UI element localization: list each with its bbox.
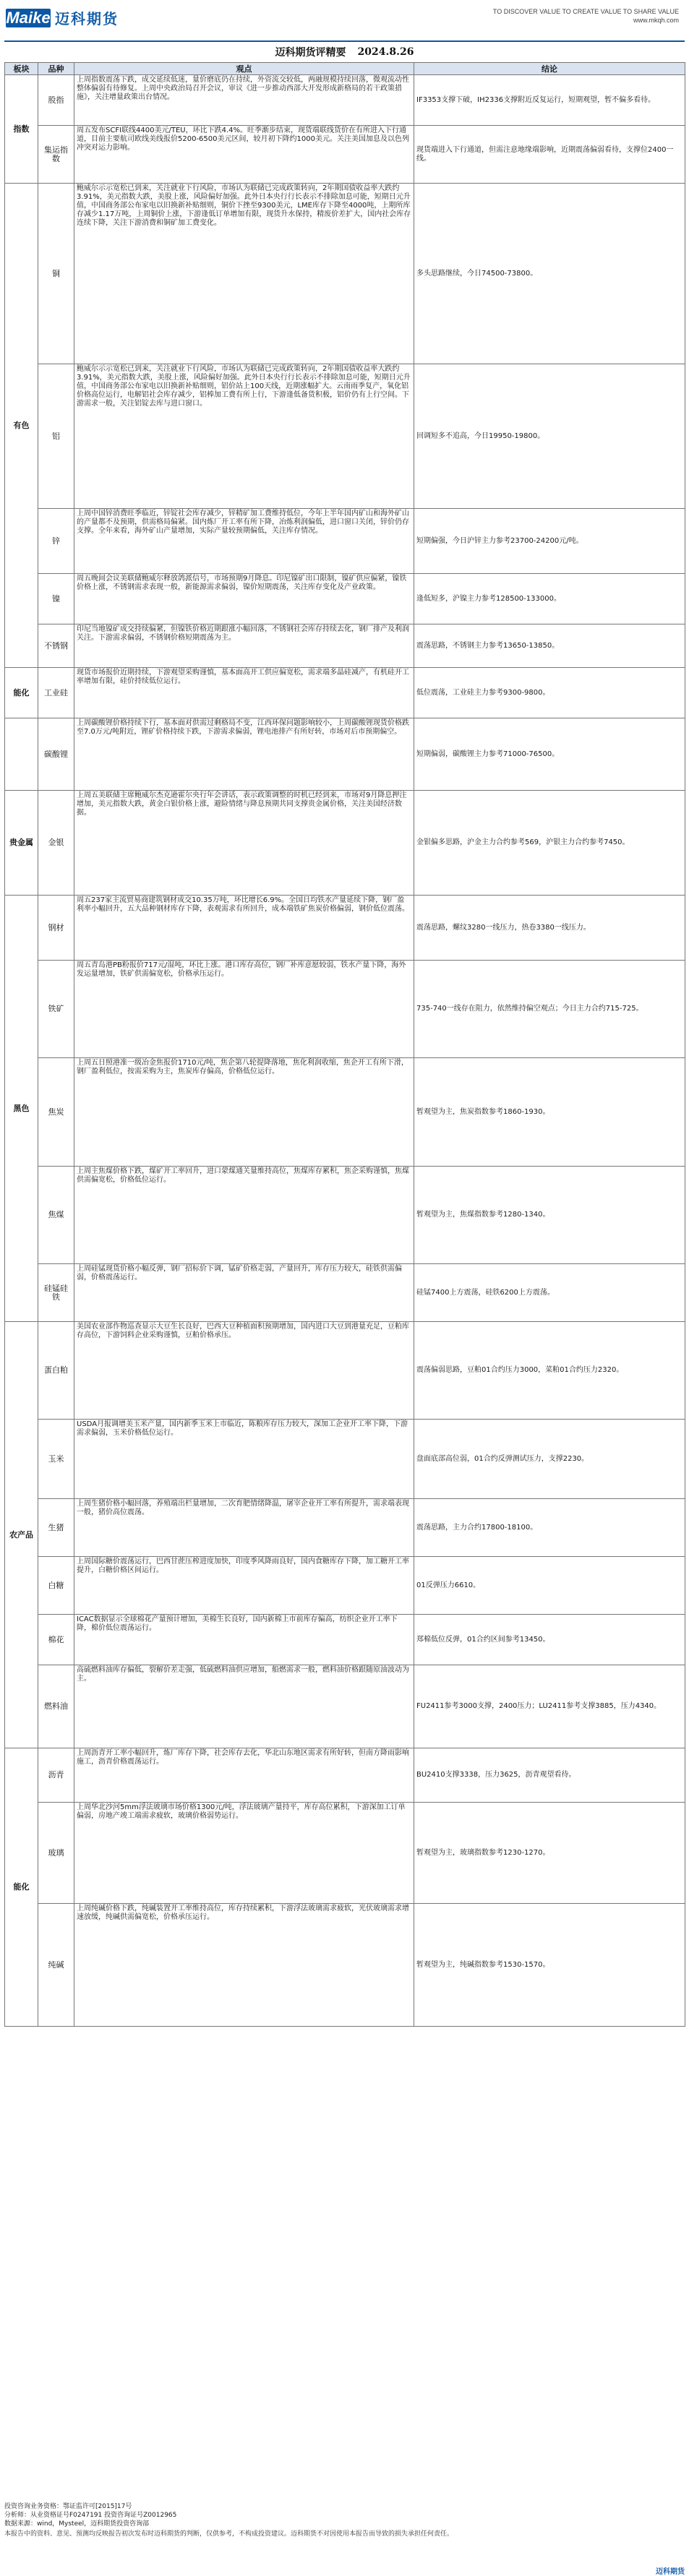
analyst-line: 分析师：从业资格证号F0247191 投资咨询证号Z0012965 (4, 2512, 177, 2519)
view-cell: 高硫燃料油库存偏低，裂解价差走强，低硫燃料油供应增加，船燃需求一般，燃料油价格跟随原油波动为主。 (74, 1665, 414, 1748)
conclusion-cell: FU2411参考3000支撑，2400压力；LU2411参考支撑3885，压力4340。 (414, 1665, 685, 1748)
table-row (5, 668, 685, 718)
view-cell: USDA月报调增美玉米产量，国内新季玉米上市临近，陈粮库存压力较大，深加工企业开工率下降，下游需求偏弱，玉米价格低位运行。 (74, 1420, 414, 1499)
product-cell: 沥青 (38, 1748, 74, 1803)
sector-cell: 黑色 (5, 896, 38, 1322)
conclusion-cell: 暂观望为主，焦煤指数参考1280-1340。 (414, 1167, 685, 1264)
conclusion-cell: 震荡思路，螺纹3280一线压力，热卷3380一线压力。 (414, 896, 685, 961)
table-row (5, 1665, 685, 1748)
view-cell: 上周主焦煤价格下跌，煤矿开工率回升，进口蒙煤通关量维持高位，焦煤库存累积，焦企采购谨慎，焦煤供需偏宽松，价格低位运行。 (74, 1167, 414, 1264)
conclusion-cell: 短期偏弱，碳酸锂主力参考71000-76500。 (414, 718, 685, 791)
view-cell: 上周五美联储主席鲍威尔杰克逊霍尔央行年会讲话，表示政策调整的时机已经到来，市场对9月降息押注增加，美元指数大跌，黄金白银价格上涨，避险情绪与降息预期共同支撑贵金属价格，关注美国经济数据。 (74, 791, 414, 896)
table-row (5, 184, 685, 364)
col-header-conclusion: 结论 (414, 63, 685, 75)
tagline (493, 7, 679, 25)
source-line: 数据来源：wind，Mysteel，迈科期货投资咨询部 (4, 2520, 150, 2528)
product-cell: 不锈钢 (38, 624, 74, 668)
conclusion-cell: 暂观望为主，焦炭指数参考1860-1930。 (414, 1058, 685, 1167)
conclusion-cell: 多头思路继续，今日74500-73800。 (414, 184, 685, 364)
report-title: 迈科期货评精要 (275, 47, 346, 59)
conclusion-cell: 震荡思路，主力合约17800-18100。 (414, 1499, 685, 1557)
commodity-table (4, 62, 685, 2027)
product-cell: 铜 (38, 184, 74, 364)
conclusion-cell: 金银偏多思路，沪金主力合约参考569，沪银主力合约参考7450。 (414, 791, 685, 896)
page-header (0, 0, 689, 40)
view-cell: 上周硅锰现货价格小幅反弹，钢厂招标价下调，锰矿价格走弱，产量回升，库存压力较大，硅铁供需偏弱，价格震荡运行。 (74, 1264, 414, 1322)
col-header-sector: 板块 (5, 63, 38, 75)
table-row (5, 718, 685, 791)
view-cell: 上周中国锌消费旺季临近，锌锭社会库存减少，锌精矿加工费维持低位，今年上半年国内矿山和海外矿山的产量都不及预期，供需格局偏紧。国内炼厂开工率有所下降，冶炼利润偏低，进口窗口关闭，锌价仍存支撑。全年来看，海外矿山产量增加，实际产量较预期偏低，关注库存情况。 (74, 509, 414, 574)
conclusion-cell: 震荡偏弱思路，豆粕01合约压力3000，菜粕01合约压力2320。 (414, 1322, 685, 1420)
conclusion-cell: 低位震荡，工业硅主力参考9300-9800。 (414, 668, 685, 718)
sector-cell: 贵金属 (5, 791, 38, 896)
conclusion-cell: 震荡思路，不锈钢主力参考13650-13850。 (414, 624, 685, 668)
product-cell: 蛋白粕 (38, 1322, 74, 1420)
product-cell: 镍 (38, 574, 74, 624)
view-cell: 周五发布SCFI联线4400美元/TEU，环比下跌4.4%。旺季渐步结束，现货端联线货价在有所进入下行通道，目前主要航司欧线美线报价5200-6500美元区间，较月初下降约1000美元。关注美国加息及以色列冲突对运力影响。 (74, 126, 414, 184)
view-cell: 周五青岛港PB粉报价717元/湿吨，环比上涨。港口库存高位，钢厂补库意愿较弱，铁水产量下降，海外发运量增加，铁矿供需偏宽松，价格承压运行。 (74, 961, 414, 1058)
table-row (5, 126, 685, 184)
table-row (5, 961, 685, 1058)
product-cell: 锌 (38, 509, 74, 574)
report-date: 2024.8.26 (357, 46, 414, 58)
conclusion-cell: 硅锰7400上方震荡，硅铁6200上方震荡。 (414, 1264, 685, 1322)
product-cell: 焦煤 (38, 1167, 74, 1264)
view-cell: 鲍威尔示示宽松已到来，关注就业下行风险，市场认为联储已完成政策转向，2年期国债收益率大跌约3.91%，美元指数大跌，美股上涨，风险偏好加强。此外日本央行行长表示不排除加息可能，短期日元升值，中国商务部公布家电以旧换新补贴细则，铝价站上100天线，近期涨幅扩大。云南雨季复产，氧化铝价格高位运行，电解铝社会库存减少，铝棒加工费有所上行，下游逢低备货积极，铝价仍有上行空间。下游需求一般，关注铝锭去库与进口窗口。 (74, 364, 414, 509)
brand-logo (6, 7, 119, 28)
conclusion-cell: 735-740一线存在阻力，依然维持偏空观点；今日主力合约715-725。 (414, 961, 685, 1058)
view-cell: 鲍威尔示示宽松已到来，关注就业下行风险，市场认为联储已完成政策转向，2年期国债收益率大跌约3.91%，美元指数大跌，美股上涨，风险偏好加强。此外日本央行行长表示不排除加息可能，短期日元升值，中国商务部公布家电以旧换新补贴细则，铜价下挫至9300美元，LME库存下降至4000吨，上期所库存减少1.17万吨，上周铜价上涨，下游逢低订单增加有限，现货升水保持，精废价差扩大，国内社会库存连续下降，关注下游消费和铜矿加工费变化。 (74, 184, 414, 364)
table-body (5, 75, 685, 2027)
conclusion-cell: 逢低短多，沪镍主力参考128500-133000。 (414, 574, 685, 624)
conclusion-cell: 郑棉低位反弹，01合约区间参考13450。 (414, 1615, 685, 1665)
brand-name: 迈科期货 (55, 10, 119, 27)
product-cell: 玉米 (38, 1420, 74, 1499)
conclusion-cell: BU2410支撑3338，压力3625，沥青观望看待。 (414, 1748, 685, 1803)
view-cell: 上周国际糖价震荡运行，巴西甘蔗压榨进度加快，印度季风降雨良好，国内食糖库存下降，加工糖开工率提升，白糖价格区间运行。 (74, 1557, 414, 1615)
sector-cell: 农产品 (5, 1322, 38, 1748)
product-cell: 钢材 (38, 896, 74, 961)
product-cell: 铝 (38, 364, 74, 509)
disclaimer: 本报告中的资料、意见、预测均反映报告初次发布时迈科期货的判断，仅供参考，不构成投资建议。迈科期货不对因使用本报告而导致的损失承担任何责任。 (4, 2530, 454, 2538)
col-header-view: 观点 (74, 63, 414, 75)
sector-cell: 指数 (5, 75, 38, 184)
table-row (5, 574, 685, 624)
table-header-row (5, 63, 685, 75)
table-row (5, 75, 685, 126)
page-footer (4, 2502, 685, 2576)
report-title-bar (4, 40, 685, 62)
product-cell: 生猪 (38, 1499, 74, 1557)
product-cell: 白糖 (38, 1557, 74, 1615)
product-cell: 纯碱 (38, 1904, 74, 2027)
view-cell: 上周指数震荡下跌，成交延续低迷，量价磨底仍在持续，外资流交较低，两融规模持续回落，微观流动性整体偏弱有待修复。上周中央政治局召开会议，审议《进一步推动西部大开发形成新格局的若干政策措施》，关注增量政策出台情况。 (74, 75, 414, 126)
view-cell: 上周生猪价格小幅回落，养殖端出栏量增加，二次育肥情绪降温，屠宰企业开工率有所提升，需求端表现一般，猪价高位震荡。 (74, 1499, 414, 1557)
product-cell: 股指 (38, 75, 74, 126)
sector-cell: 能化 (5, 668, 38, 718)
product-cell: 焦炭 (38, 1058, 74, 1167)
col-header-product: 品种 (38, 63, 74, 75)
conclusion-cell: 现货端进入下行通道，但需注意地缘端影响，近期震荡偏弱看待，支撑位2400一线。 (414, 126, 685, 184)
view-cell: 上周碳酸锂价格持续下行，基本面对供需过剩格局不变，江西环保问题影响较小，上周碳酸锂现货价格跌至7.0万元/吨附近，锂矿价格持续下跌，下游需求偏弱，锂电池排产有所好转，市场对后市预期偏空。 (74, 718, 414, 791)
product-cell: 硅锰硅铁 (38, 1264, 74, 1322)
sector-cell: 能化 (5, 1748, 38, 2027)
table-row (5, 1264, 685, 1322)
product-cell: 棉花 (38, 1615, 74, 1665)
view-cell: 上周五日照港准一级冶金焦报价1710元/吨，焦企第八轮提降落地，焦化利润收缩，焦企开工有所下滑，钢厂盈利低位，按需采购为主，焦炭库存偏高，价格低位运行。 (74, 1058, 414, 1167)
sector-cell (5, 718, 38, 791)
brand-mark: Maike (6, 8, 51, 27)
view-cell: 上周沥青开工率小幅回升，炼厂库存下降，社会库存去化，华北山东地区需求有所好转，但南方降雨影响施工，沥青价格震荡运行。 (74, 1748, 414, 1803)
view-cell: 现货市场报价近期持续，下游观望采购谨慎，基本面高开工供应偏宽松，需求端多晶硅减产，有机硅开工率增加有限，硅价持续低位运行。 (74, 668, 414, 718)
view-cell: 周五晚间会议美联储鲍威尔释放鸽派信号，市场预期9月降息。印尼镍矿出口限制，镍矿供应偏紧，镍铁价格上涨，不锈钢需求表现一般，新能源需求偏弱，镍价短期震荡，关注库存变化及产业政策。 (74, 574, 414, 624)
tagline-text: TO DISCOVER VALUE TO CREATE VALUE TO SHARE VALUE (492, 8, 679, 15)
table-row (5, 1499, 685, 1557)
website-url: www.mkqh.com (633, 17, 679, 24)
table-row (5, 509, 685, 574)
table-row (5, 364, 685, 509)
table-row (5, 1748, 685, 1803)
view-cell: 上周华北沙河5mm浮法玻璃市场价格1300元/吨，浮法玻璃产量持平，库存高位累积，下游深加工订单偏弱，房地产竣工端需求疲软，玻璃价格弱势运行。 (74, 1803, 414, 1904)
table-row (5, 1615, 685, 1665)
table-row (5, 1167, 685, 1264)
conclusion-cell: 暂观望为主，玻璃指数参考1230-1270。 (414, 1803, 685, 1904)
table-row (5, 1557, 685, 1615)
sector-cell: 有色 (5, 184, 38, 668)
table-row (5, 1322, 685, 1420)
conclusion-cell: IF3353支撑下破，IH2336支撑附近反复运行，短期观望，暂不偏多看待。 (414, 75, 685, 126)
table-row (5, 1420, 685, 1499)
view-cell: 美国农业部作物巡查显示大豆生长良好，巴西大豆种植面积预期增加，国内进口大豆到港量充足，豆粕库存高位，下游饲料企业采购谨慎，豆粕价格承压。 (74, 1322, 414, 1420)
conclusion-cell: 暂观望为主，纯碱指数参考1530-1570。 (414, 1904, 685, 2027)
table-row (5, 1904, 685, 2027)
table-row (5, 791, 685, 896)
footer-brand: 迈科期货 (656, 2568, 685, 2576)
product-cell: 工业硅 (38, 668, 74, 718)
product-cell: 玻璃 (38, 1803, 74, 1904)
conclusion-cell: 回调短多不追高，今日19950-19800。 (414, 364, 685, 509)
view-cell: 印尼当地镍矿成交持续偏紧，但镍铁价格近期跟涨小幅回落，不锈钢社会库存持续去化，钢厂排产及利润关注。下游需求偏弱，不锈钢价格短期震荡为主。 (74, 624, 414, 668)
product-cell: 碳酸锂 (38, 718, 74, 791)
view-cell: 周五237家主流贸易商建筑钢材成交10.35万吨，环比增长6.9%。全国日均铁水产量延续下降，钢厂盈利率小幅回升，五大品种钢材库存下降，表观需求有所回升，成本端铁矿焦炭价格偏弱，钢价低位震荡。 (74, 896, 414, 961)
conclusion-cell: 盘面底部高位弱，01合约反弹测试压力，支撑2230。 (414, 1420, 685, 1499)
product-cell: 铁矿 (38, 961, 74, 1058)
conclusion-cell: 01反弹压力6610。 (414, 1557, 685, 1615)
table-row (5, 1058, 685, 1167)
view-cell: 上周纯碱价格下跌，纯碱装置开工率维持高位，库存持续累积，下游浮法玻璃需求疲软，光伏玻璃需求增速放缓，纯碱供需偏宽松，价格承压运行。 (74, 1904, 414, 2027)
product-cell: 金银 (38, 791, 74, 896)
conclusion-cell: 短期偏强，今日沪锌主力参考23700-24200元/吨。 (414, 509, 685, 574)
table-row (5, 624, 685, 668)
product-cell: 燃料油 (38, 1665, 74, 1748)
license-line: 投资咨询业务资格：鄂证监许可[2015]17号 (4, 2503, 132, 2510)
product-cell: 集运指数 (38, 126, 74, 184)
table-row (5, 896, 685, 961)
table-row (5, 1803, 685, 1904)
view-cell: ICAC数据显示全球棉花产量预计增加，美棉生长良好，国内新棉上市前库存偏高，纺织企业开工率下降，棉价低位震荡运行。 (74, 1615, 414, 1665)
